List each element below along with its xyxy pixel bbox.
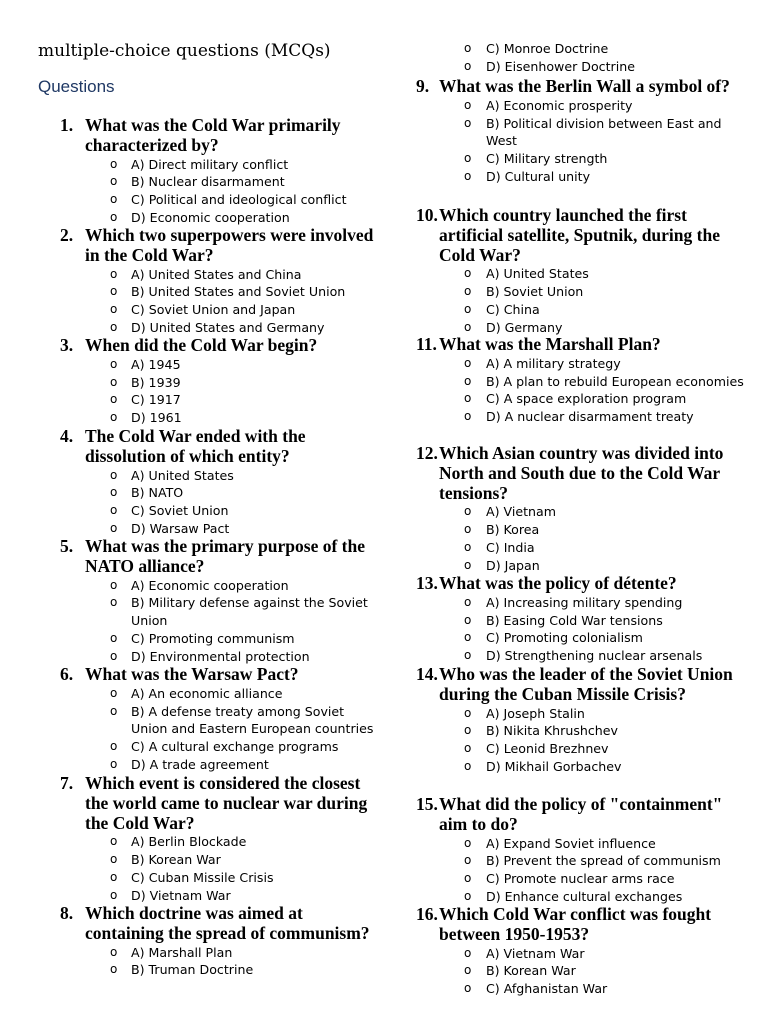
option-label: A) Vietnam War: [486, 945, 585, 961]
option-item: [38, 283, 383, 301]
option-item: [38, 961, 383, 979]
options-list: [416, 945, 746, 998]
bullet-icon: o: [464, 284, 472, 299]
options-list: [38, 577, 383, 666]
option-label: A) An economic alliance: [131, 685, 283, 701]
bullet-icon: o: [110, 284, 118, 299]
option-item: [416, 168, 746, 186]
option-item: [38, 869, 383, 887]
option-label: D) Eisenhower Doctrine: [486, 58, 635, 74]
bullet-icon: o: [464, 612, 472, 627]
bullet-icon: o: [464, 355, 472, 370]
option-item: [38, 594, 383, 630]
option-item: [38, 502, 383, 520]
question-text: [38, 226, 383, 266]
option-item: [416, 40, 746, 58]
option-label: D) A nuclear disarmament treaty: [486, 409, 694, 425]
bullet-icon: o: [110, 467, 118, 482]
option-item: [416, 722, 746, 740]
option-label: D) Economic cooperation: [131, 209, 290, 225]
question-block: [38, 427, 383, 538]
question-number: 6.: [60, 664, 74, 684]
bullet-icon: o: [110, 739, 118, 754]
question-block: [416, 905, 746, 998]
options-list: [416, 503, 746, 574]
question-text: [416, 335, 746, 355]
options-list: [416, 705, 746, 776]
question-label: Which country launched the first artificial satellite, Sputnik, during the Cold War?: [439, 205, 720, 265]
bullet-icon: o: [110, 887, 118, 902]
option-item: [416, 97, 746, 115]
options-list: [38, 266, 383, 337]
option-label: A) A military strategy: [486, 355, 621, 371]
options-list: [416, 97, 746, 186]
option-label: C) India: [486, 539, 535, 555]
option-label: B) Korea: [486, 522, 540, 538]
option-item: [416, 835, 746, 853]
question-block: [416, 444, 746, 575]
question-block: [416, 574, 746, 665]
bullet-icon: o: [464, 115, 472, 130]
question-number: 16.: [416, 904, 438, 924]
question-label: What was the Warsaw Pact?: [85, 664, 299, 684]
question-block: [38, 336, 383, 427]
bullet-icon: o: [110, 485, 118, 500]
option-label: A) United States and China: [131, 266, 302, 282]
option-item: [38, 833, 383, 851]
option-label: D) A trade agreement: [131, 756, 269, 772]
question-label: Which Asian country was divided into North and South due to the Cold War tensions?: [439, 443, 724, 503]
bullet-icon: o: [110, 410, 118, 425]
question-text: [416, 665, 746, 705]
option-label: A) Economic prosperity: [486, 97, 633, 113]
option-item: [416, 980, 746, 998]
option-item: [416, 539, 746, 557]
option-item: [416, 150, 746, 168]
bullet-icon: o: [464, 594, 472, 609]
question-number: 3.: [60, 335, 74, 355]
options-list: [38, 467, 383, 538]
question-text: [38, 427, 383, 467]
question-label: What was the Marshall Plan?: [439, 334, 661, 354]
bullet-icon: o: [464, 871, 472, 886]
question-label: Which doctrine was aimed at containing the spread of communism?: [85, 903, 370, 943]
question-text: [416, 795, 746, 835]
bullet-icon: o: [464, 97, 472, 112]
question-label: The Cold War ended with the dissolution of which entity?: [85, 426, 306, 466]
question-number: 11.: [416, 334, 437, 354]
option-label: D) Cultural unity: [486, 168, 591, 184]
option-item: [416, 612, 746, 630]
option-label: D) Warsaw Pact: [131, 520, 230, 536]
option-label: A) United States: [131, 467, 234, 483]
options-list: [38, 156, 383, 227]
option-label: B) Nuclear disarmament: [131, 174, 285, 190]
option-item: [416, 503, 746, 521]
question-label: What was the Cold War primarily characterized by?: [85, 115, 341, 155]
bullet-icon: o: [110, 595, 118, 610]
bullet-icon: o: [110, 685, 118, 700]
bullet-icon: o: [464, 705, 472, 720]
option-label: B) 1939: [131, 374, 181, 390]
bullet-icon: o: [464, 391, 472, 406]
question-text: [416, 77, 746, 97]
option-item: [416, 355, 746, 373]
question-text: [38, 904, 383, 944]
bullet-icon: o: [464, 758, 472, 773]
option-label: C) Monroe Doctrine: [486, 41, 609, 56]
bullet-icon: o: [110, 302, 118, 317]
bullet-icon: o: [110, 319, 118, 334]
question-block: [38, 226, 383, 337]
option-item: [416, 758, 746, 776]
question-label: When did the Cold War begin?: [85, 335, 318, 355]
bullet-icon: o: [464, 539, 472, 554]
option-label: B) Truman Doctrine: [131, 962, 254, 978]
option-item: [38, 484, 383, 502]
bullet-icon: o: [464, 41, 472, 55]
question-number: 9.: [416, 76, 430, 96]
option-item: [38, 266, 383, 284]
bullet-icon: o: [464, 557, 472, 572]
option-label: D) United States and Germany: [131, 319, 325, 335]
question-number: 2.: [60, 225, 74, 245]
question-block: [38, 665, 383, 774]
bullet-icon: o: [464, 648, 472, 663]
option-item: [416, 521, 746, 539]
option-label: D) 1961: [131, 410, 182, 426]
question-text: [416, 574, 746, 594]
option-label: D) Vietnam War: [131, 887, 231, 903]
option-item: [416, 740, 746, 758]
question-text: [38, 537, 383, 577]
options-list: [38, 356, 383, 427]
bullet-icon: o: [464, 945, 472, 960]
question-number: 1.: [60, 115, 74, 135]
question-label: Which Cold War conflict was fought between 1950-1953?: [439, 904, 712, 944]
option-label: B) Korean War: [486, 963, 576, 979]
question-block: [416, 335, 746, 426]
bullet-icon: o: [464, 741, 472, 756]
option-item: [416, 283, 746, 301]
bullet-icon: o: [110, 503, 118, 518]
bullet-icon: o: [464, 981, 472, 996]
option-label: D) Enhance cultural exchanges: [486, 888, 683, 904]
question-text: [416, 905, 746, 945]
option-label: B) Military defense against the Soviet Union: [131, 595, 368, 629]
option-label: A) Expand Soviet influence: [486, 835, 656, 851]
options-list: [38, 944, 383, 980]
option-label: C) China: [486, 301, 540, 317]
option-item: [416, 265, 746, 283]
question-block: [38, 774, 383, 905]
question-label: Which event is considered the closest the world came to nuclear war during the Cold War?: [85, 773, 368, 833]
bullet-icon: o: [110, 703, 118, 718]
option-item: [416, 373, 746, 391]
option-item: [416, 945, 746, 963]
option-item: [416, 557, 746, 575]
option-label: B) United States and Soviet Union: [131, 284, 346, 300]
bullet-icon: o: [464, 168, 472, 183]
option-label: C) Cuban Missile Crisis: [131, 869, 274, 885]
bullet-icon: o: [110, 374, 118, 389]
question-block: [416, 206, 746, 337]
bullet-icon: o: [110, 356, 118, 371]
option-label: B) A defense treaty among Soviet Union and Eastern European countries: [131, 703, 374, 737]
option-label: A) Berlin Blockade: [131, 834, 247, 850]
question-label: What was the primary purpose of the NATO alliance?: [85, 536, 365, 576]
option-label: A) Economic cooperation: [131, 577, 289, 593]
option-item: [38, 887, 383, 905]
option-label: B) A plan to rebuild European economies: [486, 373, 744, 389]
question-number: 8.: [60, 903, 74, 923]
document-title: multiple-choice questions (MCQs): [38, 41, 331, 61]
bullet-icon: o: [464, 58, 472, 73]
question-number: 10.: [416, 205, 438, 225]
option-label: C) Soviet Union: [131, 503, 229, 519]
option-label: A) Marshall Plan: [131, 944, 233, 960]
question-block: [416, 665, 746, 776]
bullet-icon: o: [464, 963, 472, 978]
question-number: 15.: [416, 794, 438, 814]
question-text: [38, 665, 383, 685]
option-label: A) Increasing military spending: [486, 594, 683, 610]
question-number: 12.: [416, 443, 438, 463]
option-label: C) 1917: [131, 392, 181, 408]
option-label: A) United States: [486, 266, 589, 282]
bullet-icon: o: [110, 392, 118, 407]
option-item: [38, 467, 383, 485]
bullet-icon: o: [464, 266, 472, 281]
options-list: [416, 265, 746, 336]
option-label: C) Political and ideological conflict: [131, 192, 347, 208]
question-text: [38, 336, 383, 356]
option-item: [38, 703, 383, 739]
option-item: [416, 594, 746, 612]
option-item: [416, 58, 746, 76]
bullet-icon: o: [110, 630, 118, 645]
option-item: [416, 647, 746, 665]
option-item: [38, 851, 383, 869]
bullet-icon: o: [110, 209, 118, 224]
bullet-icon: o: [464, 522, 472, 537]
bullet-icon: o: [464, 504, 472, 519]
option-item: [416, 408, 746, 426]
bullet-icon: o: [110, 174, 118, 189]
question-label: What was the policy of détente?: [439, 573, 677, 593]
bullet-icon: o: [110, 266, 118, 281]
option-item: [38, 374, 383, 392]
bullet-icon: o: [110, 756, 118, 771]
bullet-icon: o: [464, 409, 472, 424]
option-item: [38, 648, 383, 666]
question-label: What did the policy of "containment" aim to do?: [439, 794, 723, 834]
option-label: C) Promoting communism: [131, 630, 295, 646]
question-block: [38, 116, 383, 227]
option-label: B) Prevent the spread of communism: [486, 853, 721, 869]
bullet-icon: o: [110, 944, 118, 959]
option-label: C) Afghanistan War: [486, 981, 608, 997]
bullet-icon: o: [110, 852, 118, 867]
option-label: B) Korean War: [131, 852, 221, 868]
option-label: A) Joseph Stalin: [486, 705, 585, 721]
bullet-icon: o: [464, 151, 472, 166]
option-label: A) Direct military conflict: [131, 156, 289, 172]
options-list: [38, 685, 383, 774]
options-list: [416, 835, 746, 906]
option-item: [38, 356, 383, 374]
question-label: Which two superpowers were involved in the Cold War?: [85, 225, 374, 265]
question-block: [416, 795, 746, 906]
option-item: [416, 852, 746, 870]
bullet-icon: o: [464, 853, 472, 868]
question-number: 5.: [60, 536, 74, 556]
question-number: 7.: [60, 773, 74, 793]
bullet-icon: o: [464, 373, 472, 388]
question-label: What was the Berlin Wall a symbol of?: [439, 76, 730, 96]
question-text: [38, 116, 383, 156]
option-item: [38, 944, 383, 962]
question-block: [38, 904, 383, 979]
option-label: B) NATO: [131, 485, 184, 501]
question-label: Who was the leader of the Soviet Union during the Cuban Missile Crisis?: [439, 664, 733, 704]
option-item: [38, 738, 383, 756]
option-label: C) Military strength: [486, 151, 608, 167]
bullet-icon: o: [464, 319, 472, 334]
option-item: [416, 962, 746, 980]
options-list: [38, 833, 383, 904]
option-item: [416, 870, 746, 888]
option-label: C) Soviet Union and Japan: [131, 302, 296, 318]
option-label: C) A cultural exchange programs: [131, 739, 339, 755]
option-item: [416, 301, 746, 319]
question-number: 4.: [60, 426, 74, 446]
bullet-icon: o: [110, 577, 118, 592]
question-number: 13.: [416, 573, 438, 593]
option-label: D) Germany: [486, 319, 563, 335]
option-item: [38, 301, 383, 319]
option-item: [416, 390, 746, 408]
option-item: [38, 685, 383, 703]
bullet-icon: o: [464, 835, 472, 850]
option-label: D) Japan: [486, 557, 540, 573]
option-item: [38, 577, 383, 595]
option-label: A) Vietnam: [486, 504, 557, 520]
option-label: B) Easing Cold War tensions: [486, 612, 663, 628]
option-label: C) A space exploration program: [486, 391, 687, 407]
option-item: [416, 115, 746, 151]
option-label: C) Leonid Brezhnev: [486, 741, 609, 757]
option-label: D) Environmental protection: [131, 648, 310, 664]
option-label: C) Promote nuclear arms race: [486, 871, 675, 887]
bullet-icon: o: [110, 156, 118, 171]
option-label: D) Mikhail Gorbachev: [486, 758, 622, 774]
option-label: B) Political division between East and West: [486, 115, 722, 149]
options-list: [416, 355, 746, 426]
option-item: [38, 630, 383, 648]
bullet-icon: o: [464, 723, 472, 738]
bullet-icon: o: [110, 869, 118, 884]
option-item: [38, 391, 383, 409]
option-label: C) Promoting colonialism: [486, 630, 643, 646]
option-item: [38, 156, 383, 174]
question-text: [416, 206, 746, 265]
option-label: B) Nikita Khrushchev: [486, 723, 618, 739]
option-item: [38, 173, 383, 191]
bullet-icon: o: [110, 962, 118, 977]
option-item: [416, 629, 746, 647]
carryover-options: [416, 40, 746, 76]
option-item: [38, 409, 383, 427]
question-block: [38, 537, 383, 666]
option-label: B) Soviet Union: [486, 284, 584, 300]
option-item: [38, 191, 383, 209]
section-heading: Questions: [38, 77, 115, 96]
bullet-icon: o: [464, 888, 472, 903]
question-number: 14.: [416, 664, 438, 684]
option-item: [38, 756, 383, 774]
question-text: [38, 774, 383, 833]
bullet-icon: o: [464, 301, 472, 316]
bullet-icon: o: [110, 648, 118, 663]
option-label: D) Strengthening nuclear arsenals: [486, 648, 703, 664]
question-block: [416, 77, 746, 186]
options-list: [416, 594, 746, 665]
bullet-icon: o: [464, 630, 472, 645]
bullet-icon: o: [110, 520, 118, 535]
question-text: [416, 444, 746, 503]
bullet-icon: o: [110, 192, 118, 207]
option-label: A) 1945: [131, 356, 181, 372]
option-item: [416, 705, 746, 723]
bullet-icon: o: [110, 834, 118, 849]
